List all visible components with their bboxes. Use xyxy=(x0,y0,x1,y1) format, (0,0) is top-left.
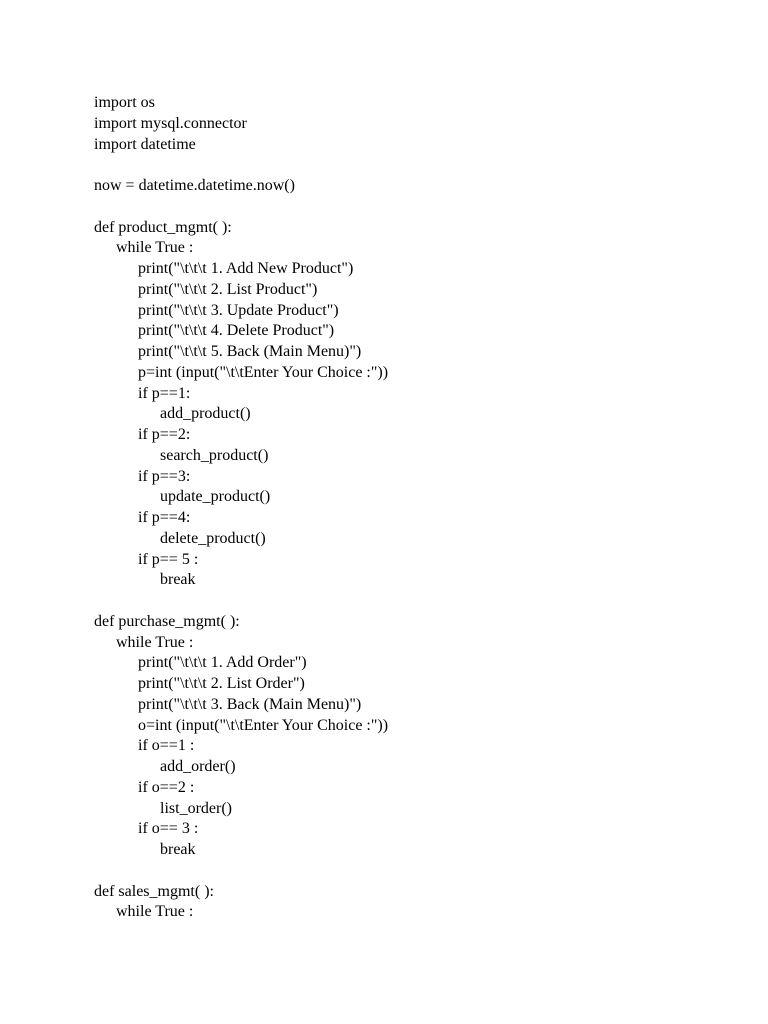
code-line: p=int (input("\t\tEnter Your Choice :")) xyxy=(138,363,389,381)
code-line: print("\t\t\t 5. Back (Main Menu)") xyxy=(138,343,362,360)
code-line: if p==1: xyxy=(138,384,191,402)
code-line: import mysql.connector xyxy=(94,114,247,132)
code-line: import datetime xyxy=(94,135,196,153)
code-listing xyxy=(94,93,734,923)
code-line: now = datetime.datetime.now() xyxy=(94,177,295,194)
code-line: while True : xyxy=(116,903,194,921)
code-line: print("\t\t\t 1. Add Order") xyxy=(138,654,307,672)
code-line: if p== 5 : xyxy=(138,550,199,568)
code-line: import os xyxy=(94,94,155,111)
blank-line xyxy=(94,155,734,176)
code-line: list_order() xyxy=(160,799,232,817)
code-line: print("\t\t\t 2. List Order") xyxy=(138,675,305,692)
code-line: print("\t\t\t 2. List Product") xyxy=(138,280,318,298)
code-line: def purchase_mgmt( ): xyxy=(94,612,240,630)
code-line: def product_mgmt( ): xyxy=(94,218,232,236)
code-line: if p==2: xyxy=(138,426,191,443)
code-line: search_product() xyxy=(160,446,269,464)
code-line: if o==2 : xyxy=(138,778,195,796)
code-line: break xyxy=(160,571,196,589)
blank-line xyxy=(94,591,734,612)
code-line: add_order() xyxy=(160,758,236,775)
blank-line xyxy=(94,861,734,882)
code-line: print("\t\t\t 4. Delete Product") xyxy=(138,322,335,340)
code-line: update_product() xyxy=(160,488,271,506)
code-line: if o==1 : xyxy=(138,737,195,755)
code-line: delete_product() xyxy=(160,529,266,547)
code-line: print("\t\t\t 3. Update Product") xyxy=(138,301,339,319)
code-line: print("\t\t\t 3. Back (Main Menu)") xyxy=(138,695,362,713)
code-line: while True : xyxy=(116,239,194,257)
code-line: while True : xyxy=(116,633,194,651)
code-line: o=int (input("\t\tEnter Your Choice :")) xyxy=(138,716,389,734)
code-line: print("\t\t\t 1. Add New Product") xyxy=(138,260,354,277)
code-line: if p==3: xyxy=(138,467,191,485)
code-line: if o== 3 : xyxy=(138,820,199,838)
code-line: if p==4: xyxy=(138,509,191,526)
blank-line xyxy=(94,197,734,218)
code-line: def sales_mgmt( ): xyxy=(94,882,214,900)
code-line: break xyxy=(160,841,196,858)
code-line: add_product() xyxy=(160,405,251,423)
